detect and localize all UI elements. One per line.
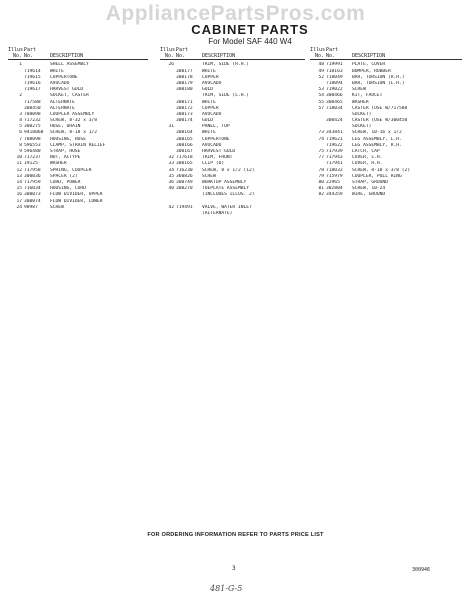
part-number: 300172 xyxy=(176,105,193,111)
part-number: 22965 xyxy=(326,179,340,185)
parts-rows xyxy=(8,62,148,211)
part-number: 719621 xyxy=(326,136,343,142)
illus-no: 57 xyxy=(318,105,324,111)
part-number: 719615 xyxy=(24,74,41,80)
illus-no: 79 xyxy=(318,173,324,179)
illus-no: 26 xyxy=(168,62,174,68)
illus-no: 33 xyxy=(168,161,174,167)
part-description: GOLD xyxy=(202,87,214,93)
part-number: 717232 xyxy=(24,118,41,124)
illus-no: 15 xyxy=(16,186,22,192)
part-description: SCREW, 8-18 x 3/8 (2) xyxy=(352,167,411,173)
part-number: 717618 xyxy=(176,155,193,161)
illus-no: 7 xyxy=(19,136,22,142)
part-description: BUMPER, RUBBER xyxy=(352,68,391,74)
part-description: CLAMP, STRAIN RELIEF xyxy=(50,142,106,148)
illus-no: 3 xyxy=(19,111,22,117)
model-subtitle: For Model SAF 440 W4 xyxy=(208,37,292,46)
header-illus: Illus. xyxy=(8,47,27,53)
part-description: KIT, FAUCET xyxy=(352,93,383,99)
parts-column-3 xyxy=(310,47,462,199)
header-part-no: No. xyxy=(326,53,336,60)
part-number: 718049 xyxy=(326,74,343,80)
illus-no: 54 xyxy=(318,93,324,99)
part-description: WHITE xyxy=(202,99,216,105)
part-number: 300270 xyxy=(176,186,193,192)
header-illus: Illus. xyxy=(160,47,179,53)
illus-no: 6 xyxy=(19,130,22,136)
parts-column-1 xyxy=(8,47,148,211)
part-number: 300179 xyxy=(176,80,193,86)
part-number: 300465 xyxy=(326,99,343,105)
illus-no: 80 xyxy=(318,179,324,185)
part-description: SPRING, COUPLER xyxy=(50,167,92,173)
illus-no: 55 xyxy=(318,99,324,105)
part-description: PLATE, COVER xyxy=(352,62,386,68)
illus-no: 8 xyxy=(19,142,22,148)
part-description: CLIP (6) xyxy=(202,161,225,167)
part-description: LATCH, CAP xyxy=(352,149,380,154)
header-part: Part xyxy=(176,47,189,53)
illus-no: 35 xyxy=(168,173,174,179)
header-no: No. xyxy=(12,53,22,60)
part-description: AVOCADO xyxy=(50,80,70,86)
part-number: 718094 xyxy=(326,80,343,86)
part-number: 708098 xyxy=(24,111,41,117)
part-number: 300036 xyxy=(24,173,41,179)
illus-no: 9 xyxy=(19,149,22,154)
part-number: 718163 xyxy=(326,68,343,74)
part-number: 19125 xyxy=(24,161,38,167)
header-part-no: No. xyxy=(24,53,34,60)
part-number: 300165 xyxy=(176,136,193,142)
illus-no: 2 xyxy=(19,93,22,99)
part-number: 717941 xyxy=(326,161,343,167)
illus-no: 1 xyxy=(19,62,22,68)
header-part-no: No. xyxy=(176,53,186,60)
illus-no: 48 xyxy=(318,62,324,68)
illus-no: 49 xyxy=(318,68,324,74)
part-number: 300424 xyxy=(326,118,343,124)
part-number: 718034 xyxy=(326,105,343,111)
part-description: WHITE xyxy=(202,130,216,136)
part-description: SCREW xyxy=(202,173,216,179)
part-description: SCREW, 8-32 x 3/8 xyxy=(50,118,98,124)
part-description: TOEPLATE ASSEMBLY xyxy=(202,186,250,192)
watermark: AppliancePartsPros.com xyxy=(105,2,366,25)
part-description: CORD, POWER xyxy=(50,179,81,185)
part-number: 717237 xyxy=(24,155,41,161)
part-description: COVER, L.H. xyxy=(352,155,383,161)
part-number: 719491 xyxy=(176,204,193,210)
part-description: SCREW, 10-24 xyxy=(352,186,386,192)
illus-no: 34 xyxy=(168,167,174,173)
part-number: 300073 xyxy=(24,192,41,198)
part-number: 719622 xyxy=(326,142,343,148)
illus-no xyxy=(160,211,176,217)
part-description: BAR, TORSION (R.H.) xyxy=(352,74,405,80)
illus-no: 31 xyxy=(168,124,174,130)
ordering-note: FOR ORDERING INFORMATION REFER TO PARTS PRICE LIST xyxy=(147,532,324,538)
part-number: 718032 xyxy=(326,167,343,173)
illus-no: 78 xyxy=(318,167,324,173)
part-number: 343841 xyxy=(326,130,343,136)
part-description: NUT, ACTYPE xyxy=(50,155,81,161)
illus-no: 52 xyxy=(318,74,324,80)
parts-column-2 xyxy=(160,47,305,217)
part-description: HOUSING, CORD xyxy=(50,186,86,192)
part-number: 716230 xyxy=(176,167,193,173)
illus-no: 17 xyxy=(16,198,22,204)
illus-no: 36 xyxy=(168,179,174,185)
part-description: TRIM, FRONT xyxy=(202,155,233,161)
illus-no: 32 xyxy=(168,155,174,161)
part-description: STRAP, GROUND xyxy=(352,179,388,185)
part-description: FLOW DIVIDER, UPPER xyxy=(50,192,103,198)
header-description: DESCRIPTION xyxy=(50,53,84,60)
part-description: ALTERNATE xyxy=(50,99,75,105)
part-number: 596553 xyxy=(24,142,41,148)
part-number: 300173 xyxy=(176,111,193,117)
header-no: No. xyxy=(314,53,324,60)
part-number: 717939 xyxy=(326,149,343,154)
illus-no: 53 xyxy=(318,87,324,93)
part-description: WORKTOP ASSEMBLY xyxy=(202,179,247,185)
part-description: AVOCADO xyxy=(202,80,222,86)
part-description: AVOCADO xyxy=(202,142,222,148)
part-description: COUPLER ASSEMBLY xyxy=(50,111,95,117)
part-description: COPPER xyxy=(202,105,219,111)
illus-no: 81 xyxy=(318,186,324,192)
part-description: WASHER xyxy=(352,99,369,105)
part-description: LEG ASSEMBLY, L.H. xyxy=(352,136,402,142)
part-description: HOUSING, HOSE xyxy=(50,136,86,142)
header-description: DESCRIPTION xyxy=(202,53,236,60)
illus-no: 5 xyxy=(19,124,22,130)
document-code: 300946 xyxy=(412,567,431,573)
header-part: Part xyxy=(326,47,339,53)
parts-rows xyxy=(310,62,462,198)
part-description: SPACER (2) xyxy=(50,173,78,179)
part-description: COUPLER, PULL RING xyxy=(352,173,402,179)
illus-no: 11 xyxy=(16,161,22,167)
part-description: HOSE, DRAIN xyxy=(50,124,81,130)
part-description: COVER, R.H. xyxy=(352,161,383,167)
part-number xyxy=(176,211,202,217)
part-number: 300166 xyxy=(176,142,193,148)
part-description: SCREW xyxy=(50,204,64,210)
illus-no: 74 xyxy=(318,136,324,142)
part-number: 717943 xyxy=(326,155,343,161)
table-row xyxy=(8,205,148,211)
illus-no: 12 xyxy=(16,167,22,173)
part-description: COPPERTONE xyxy=(50,74,78,80)
part-description: FLOW DIVIDER, LOWER xyxy=(50,198,103,204)
header-part: Part xyxy=(24,47,37,53)
page-title: CABINET PARTS xyxy=(191,22,309,37)
part-number: 300749 xyxy=(176,179,193,185)
part-description: SCREW, 10-16 x 1/2 xyxy=(352,130,402,136)
part-number: 719022 xyxy=(326,87,343,93)
part-number: 719991 xyxy=(326,62,343,68)
part-number: 300180 xyxy=(176,87,193,93)
part-number: 716034 xyxy=(24,186,41,192)
part-number: 300165 xyxy=(176,161,193,167)
header-description: DESCRIPTION xyxy=(352,53,386,60)
part-description: COPPERTONE xyxy=(202,136,230,142)
part-description: STRAP, HOSE xyxy=(50,149,81,154)
part-description: SOCKET) xyxy=(352,124,372,130)
illus-no: 10 xyxy=(16,155,22,161)
part-description: PANEL, TOP xyxy=(202,124,230,130)
part-description: WHITE xyxy=(202,68,216,74)
part-description: SCREW, 8 x 1/2 (12) xyxy=(202,167,255,173)
part-number: 300178 xyxy=(176,74,193,80)
table-row xyxy=(310,192,462,198)
part-description: ALTERNATE xyxy=(50,105,75,111)
parts-rows xyxy=(160,62,305,217)
part-number: 9418060 xyxy=(24,130,44,136)
part-description: CASTER (USE W/300450 xyxy=(352,118,408,124)
part-number: 300171 xyxy=(176,99,193,105)
part-description: COPPER xyxy=(202,74,219,80)
part-description: VALVE, WATER INLET xyxy=(202,204,252,210)
illus-no: 82 xyxy=(318,192,324,198)
illus-no: 13 xyxy=(16,173,22,179)
header-bottom xyxy=(160,53,305,60)
part-description: LEG ASSEMBLY, R.H. xyxy=(352,142,402,148)
part-number: 708098 xyxy=(24,136,41,142)
part-number: 302804 xyxy=(326,186,343,192)
table-row xyxy=(160,211,305,217)
illus-no: 40 xyxy=(168,186,174,192)
part-description: (INCLUDES ILLUS. 2) xyxy=(202,192,255,198)
part-description: SOCKET, CASTER xyxy=(50,93,89,99)
illus-no: 24 xyxy=(16,204,22,210)
part-number: 719616 xyxy=(24,80,41,86)
part-description: SCREW, 8-18 x 1/2 xyxy=(50,130,98,136)
illus-no: 75 xyxy=(318,149,324,154)
part-number: 719614 xyxy=(24,68,41,74)
illus-no: 14 xyxy=(16,179,22,185)
part-number: 717588 xyxy=(24,99,41,105)
part-number: 717958 xyxy=(24,167,41,173)
part-number: 300167 xyxy=(176,149,193,154)
page-number: 3 xyxy=(232,565,236,572)
part-description: WASHER xyxy=(50,161,67,167)
part-number: 300450 xyxy=(24,105,41,111)
illus-no: 73 xyxy=(318,130,324,136)
part-description: SOCKET) xyxy=(352,111,372,117)
part-description: (ALTERNATE) xyxy=(202,210,233,216)
part-number: 596480 xyxy=(24,149,41,154)
part-description: CASTER (USE W/717588 xyxy=(352,105,408,111)
part-description: WIRE, GROUND xyxy=(352,192,386,198)
part-description: SCREW xyxy=(352,87,366,93)
part-number: 717959 xyxy=(24,179,41,185)
part-description: HARVEST GOLD xyxy=(50,87,84,93)
part-description: GOLD xyxy=(202,118,214,124)
part-number: 719617 xyxy=(24,87,41,93)
part-number: 300074 xyxy=(24,198,41,204)
part-number: 300466 xyxy=(326,93,343,99)
header-bottom xyxy=(8,53,148,60)
part-number: 344359 xyxy=(326,192,343,198)
part-number: 300275 xyxy=(24,124,41,130)
illus-no: 77 xyxy=(318,155,324,161)
illus-no: 42 xyxy=(168,204,174,210)
part-description: BAR, TORSION (L.H.) xyxy=(352,80,405,86)
part-number: 90987 xyxy=(24,204,38,210)
part-number: 300177 xyxy=(176,68,193,74)
part-description: WHITE xyxy=(50,68,64,74)
part-number: 715979 xyxy=(326,173,343,179)
header-no: No. xyxy=(164,53,174,60)
part-description: TRIM, SIDE (L.H.) xyxy=(202,93,250,99)
header-bottom xyxy=(310,53,462,60)
part-description: HARVEST GOLD xyxy=(202,149,236,154)
header-illus: Illus. xyxy=(310,47,329,53)
part-number: 300174 xyxy=(176,118,193,124)
part-number: 300164 xyxy=(176,130,193,136)
illus-no: 16 xyxy=(16,192,22,198)
part-description: SHELL ASSEMBLY xyxy=(50,62,89,68)
handwritten-note: 481-G-5 xyxy=(210,584,243,593)
part-description: TRIM, SIDE (R.H.) xyxy=(202,62,250,68)
part-description: AVOCADO xyxy=(202,111,222,117)
illus-no: 4 xyxy=(19,118,22,124)
part-number: 360826 xyxy=(176,173,193,179)
